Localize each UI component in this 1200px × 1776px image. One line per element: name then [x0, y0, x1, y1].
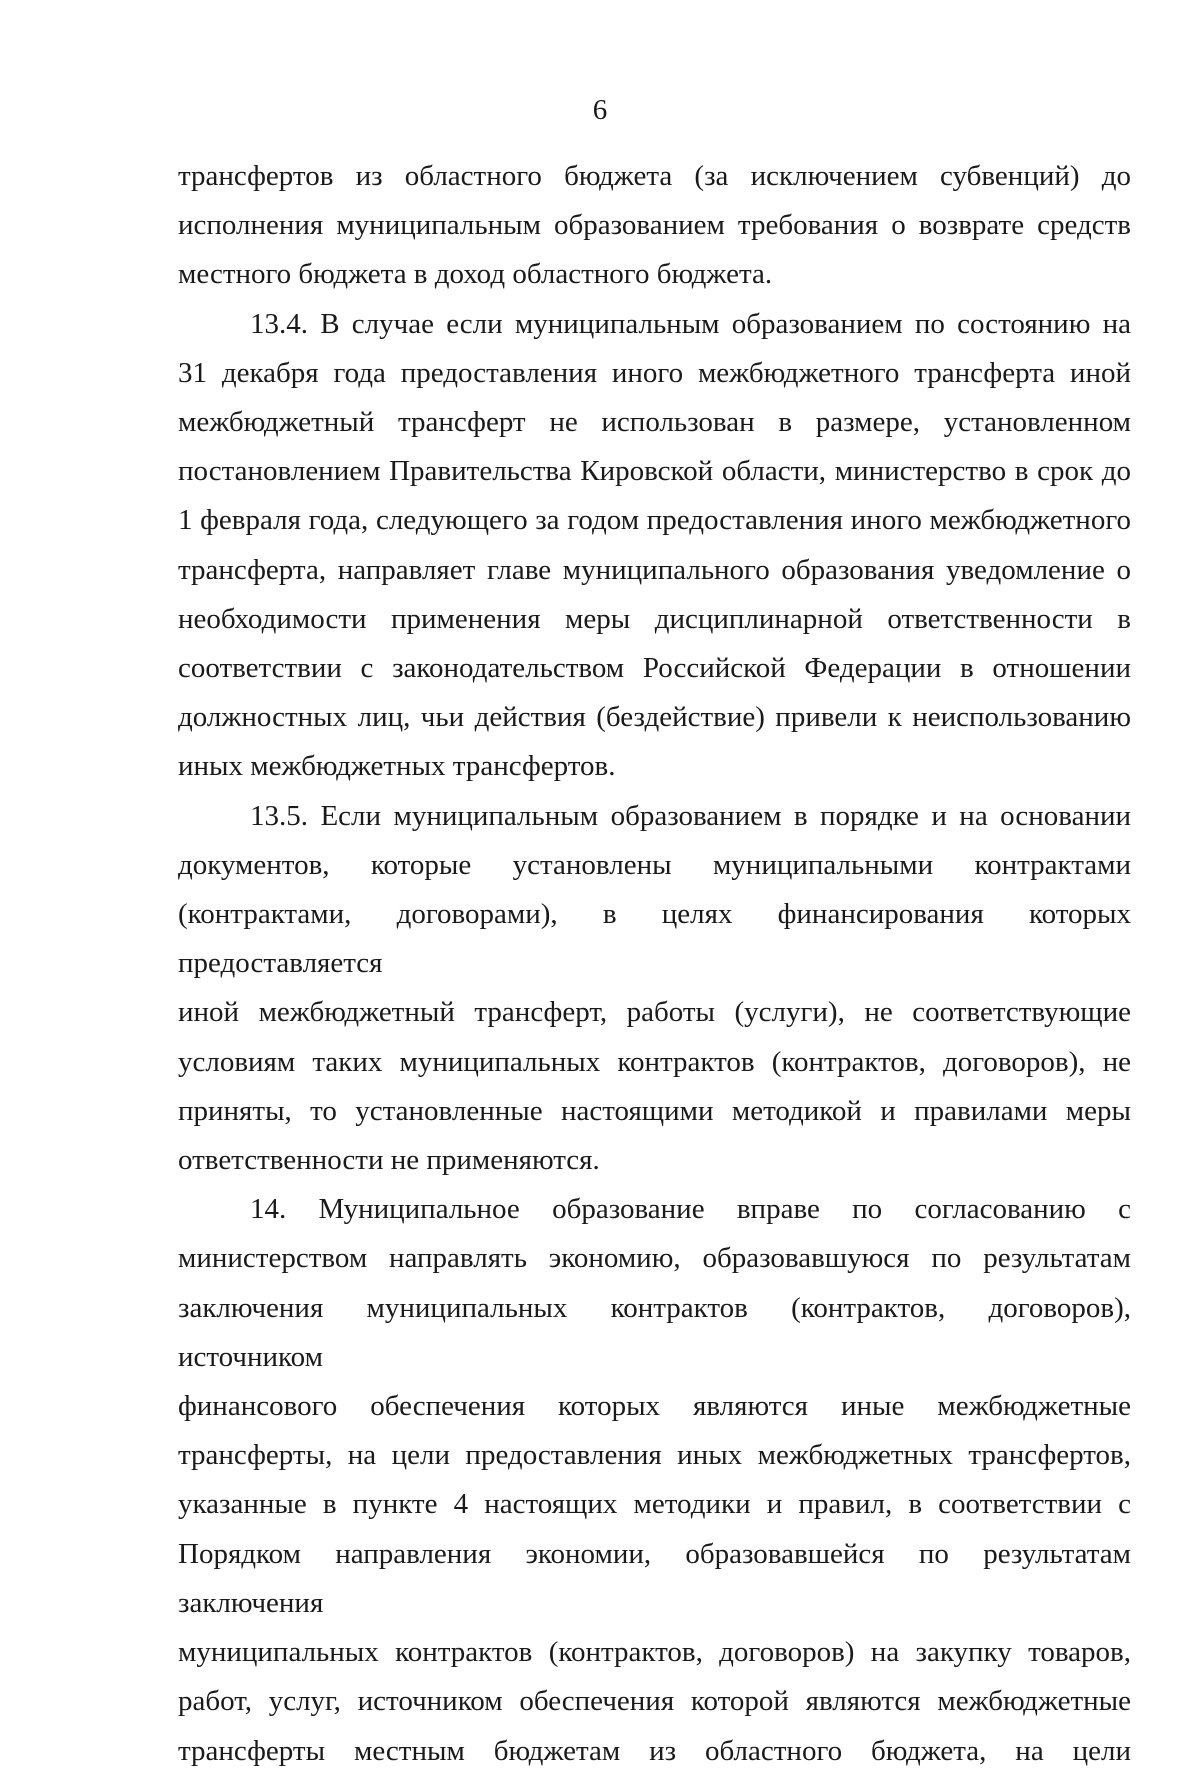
- text-line: 14. Муниципальное образование вправе по согласованию с: [250, 1193, 1131, 1226]
- text-line: 31 декабря года предоставления иного межбюджетного трансферта иной: [178, 356, 1131, 389]
- text-line: заключения муниципальных контрактов (контрактов, договоров), источником: [178, 1291, 1131, 1373]
- paragraph-continuation: [178, 152, 1131, 300]
- text-line: 13.4. В случае если муниципальным образованием по состоянию на: [250, 307, 1131, 340]
- paragraph-clause-13-4: [178, 300, 1131, 792]
- text-line: указанные в пункте 4 настоящих методики и правил, в соответствии с: [178, 1488, 1131, 1521]
- text-line: трансферты местным бюджетам из областного бюджета, на цели: [178, 1734, 1131, 1767]
- text-line: финансового обеспечения которых являются иные межбюджетные: [178, 1390, 1131, 1423]
- text-line: 1 февраля года, следующего за годом предоставления иного межбюджетного: [178, 504, 1131, 537]
- text-line: муниципальных контрактов (контрактов, договоров) на закупку товаров,: [178, 1636, 1131, 1669]
- paragraph-clause-14: [178, 1185, 1131, 1775]
- text-line: приняты, то установленные настоящими методикой и правилами меры: [178, 1094, 1131, 1127]
- text-line: Порядком направления экономии, образовавшейся по результатам заключения: [178, 1537, 1131, 1619]
- text-line: условиям таких муниципальных контрактов (контрактов, договоров), не: [178, 1045, 1131, 1078]
- body-text: [178, 152, 1131, 1776]
- text-line: трансфертов из областного бюджета (за исключением субвенций) до: [178, 160, 1131, 192]
- text-line: должностных лиц, чьи действия (бездействие) привели к неиспользованию: [178, 701, 1131, 734]
- text-line: иных межбюджетных трансфертов.: [178, 750, 616, 783]
- text-line: необходимости применения меры дисциплинарной ответственности в: [178, 602, 1131, 635]
- text-line: межбюджетный трансферт не использован в размере, установленном: [178, 406, 1131, 439]
- text-line: постановлением Правительства Кировской области, министерство в срок до: [178, 455, 1131, 488]
- paragraph-clause-13-5: [178, 792, 1131, 1186]
- page-number: 6: [592, 94, 608, 126]
- text-line: трансферты, на цели предоставления иных межбюджетных трансфертов,: [178, 1439, 1131, 1472]
- text-line: (контрактами, договорами), в целях финансирования которых предоставляется: [178, 898, 1131, 980]
- text-line: трансферта, направляет главе муниципального образования уведомление о: [178, 553, 1131, 586]
- text-line: исполнения муниципальным образованием требования о возврате средств: [178, 209, 1131, 242]
- text-line: 13.5. Если муниципальным образованием в порядке и на основании: [250, 799, 1131, 832]
- text-line: министерством направлять экономию, образовавшуюся по результатам: [178, 1242, 1131, 1275]
- text-line: иной межбюджетный трансферт, работы (услуги), не соответствующие: [178, 996, 1131, 1029]
- text-line: документов, которые установлены муниципальными контрактами: [178, 848, 1131, 881]
- text-line: местного бюджета в доход областного бюджета.: [178, 258, 773, 291]
- text-line: ответственности не применяются.: [178, 1144, 600, 1177]
- text-line: работ, услуг, источником обеспечения которой являются межбюджетные: [178, 1685, 1131, 1718]
- text-line: соответствии с законодательством Российской Федерации в отношении: [178, 652, 1131, 685]
